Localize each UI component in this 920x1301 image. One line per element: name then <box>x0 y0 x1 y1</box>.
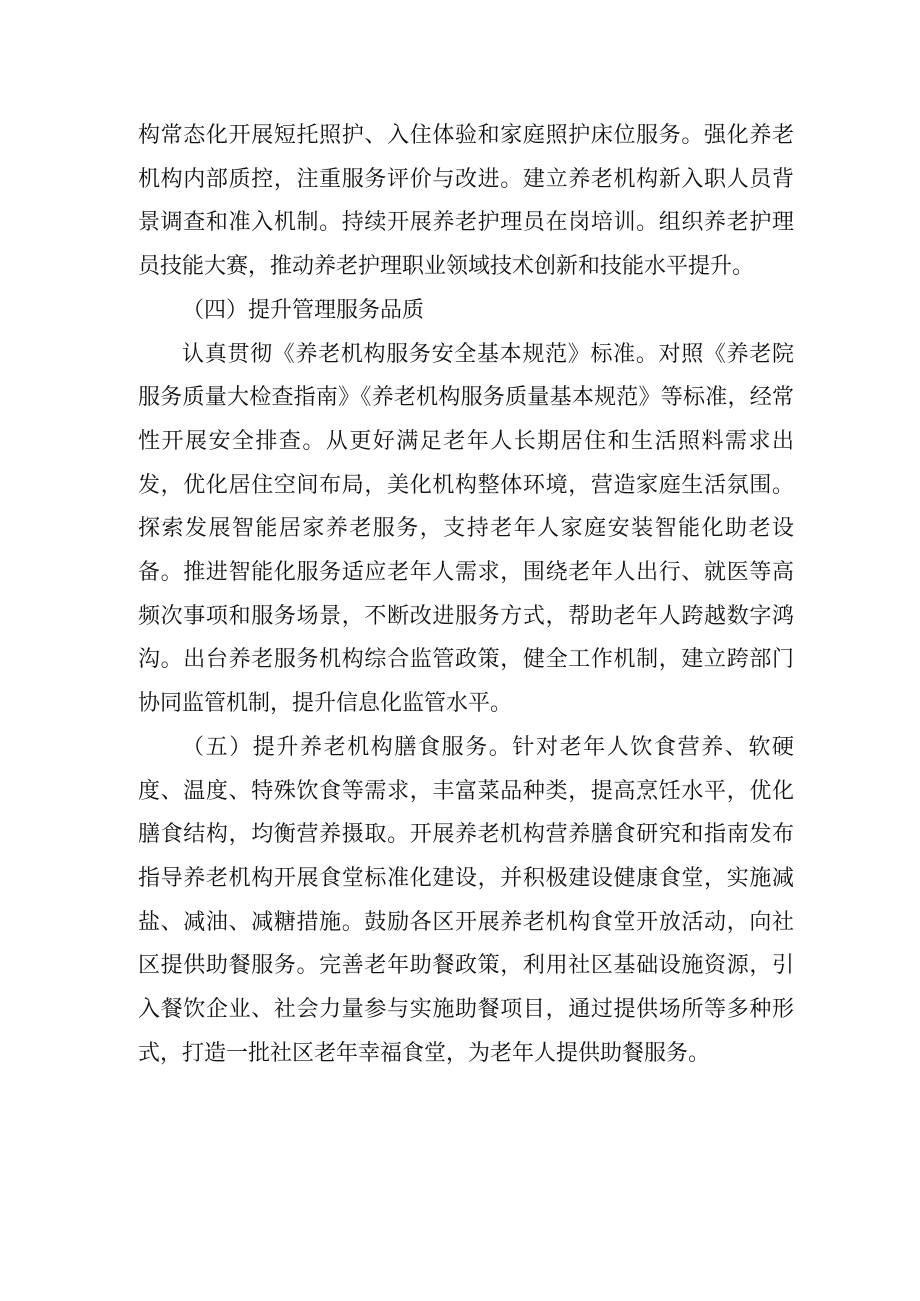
paragraph-continuation: 构常态化开展短托照护、入住体验和家庭照护床位服务。强化养老机构内部质控，注重服务评价与改进。建立养老机构新入职人员背景调查和准入机制。持续开展养老护理员在岗培训。组织养老护理员技能大赛，推动养老护理职业领域技术创新和技能水平提升。 <box>138 123 794 280</box>
paragraph-meal-service: （五）提升养老机构膳食服务。针对老年人饮食营养、软硬度、温度、特殊饮食等需求，丰富菜品种类，提高烹饪水平，优化膳食结构，均衡营养摄取。开展养老机构营养膳食研究和指南发布指导养老机构开展食堂标准化建设，并积极建设健康食堂，实施减盐、减油、减糖措施。鼓励各区开展养老机构食堂开放活动，向社区提供助餐服务。完善老年助餐政策，利用社区基础设施资源，引入餐饮企业、社会力量参与实施助餐项目，通过提供场所等多种形式，打造一批社区老年幸福食堂，为老年人提供助餐服务。 <box>138 734 794 1066</box>
document-body <box>138 114 794 1075</box>
section-heading-four: （四）提升管理服务品质 <box>182 297 425 323</box>
paragraph-management-quality: 认真贯彻《养老机构服务安全基本规范》标准。对照《养老院服务质量大检查指南》《养老机构服务质量基本规范》等标准，经常性开展安全排查。从更好满足老年人长期居住和生活照料需求出发，优化居住空间布局，美化机构整体环境，营造家庭生活氛围。探索发展智能居家养老服务，支持老年人家庭安装智能化助老设备。推进智能化服务适应老年人需求，围绕老年人出行、就医等高频次事项和服务场景，不断改进服务方式，帮助老年人跨越数字鸿沟。出台养老服务机构综合监管政策，健全工作机制，建立跨部门协同监管机制，提升信息化监管水平。 <box>138 341 794 717</box>
